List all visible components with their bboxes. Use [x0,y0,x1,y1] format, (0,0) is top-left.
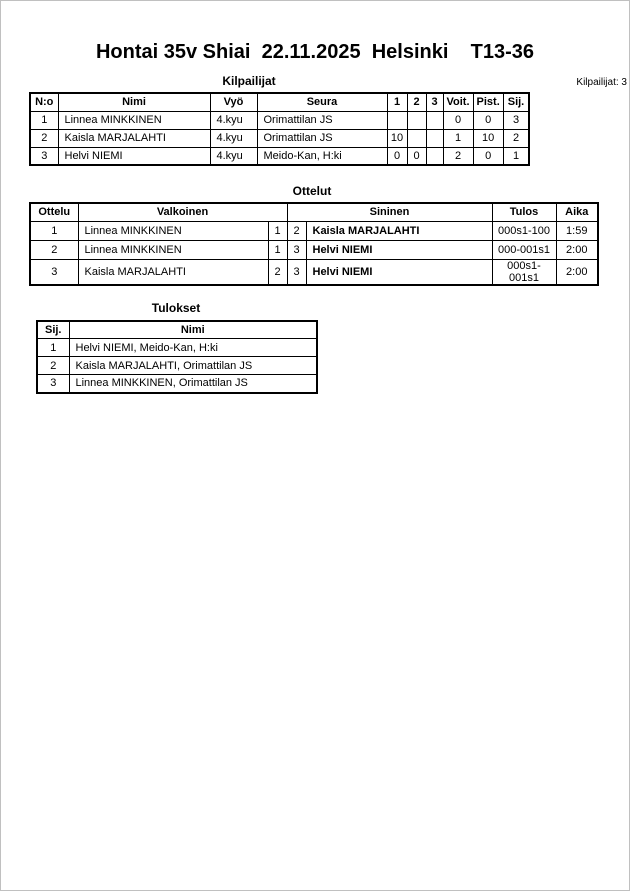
round-1-score [387,111,407,129]
col-header-1: 1 [387,93,407,111]
result-rank: 1 [37,339,69,357]
col-header-no: N:o [30,93,58,111]
table-row [37,375,317,393]
match-time: 2:00 [556,240,598,259]
competitor-belt: 4.kyu [210,147,257,165]
col-header-rank: Sij. [37,321,69,339]
table-row [30,111,529,129]
white-name: Linnea MINKKINEN [78,240,268,259]
match-result: 000s1-100 [492,221,556,240]
col-header-name: Nimi [69,321,317,339]
result-name: Kaisla MARJALAHTI, Orimattilan JS [69,357,317,375]
round-1-score: 0 [387,147,407,165]
competitors-header [30,93,529,111]
table-row [30,240,598,259]
competitor-wins: 2 [443,147,473,165]
final-results-header [37,321,317,339]
page-title: Hontai 35v Shiai 22.11.2025 Helsinki T13-36 [95,41,534,63]
competitors-table [29,92,530,166]
white-number: 2 [268,259,287,285]
competitor-no: 3 [30,147,58,165]
final-results-section-title: Tulokset [151,300,201,315]
competitors-header-row [29,74,629,89]
col-header-points: Pist. [473,93,503,111]
competitor-name: Linnea MINKKINEN [58,111,210,129]
table-row [30,259,598,285]
table-row [30,221,598,240]
round-2-score: 0 [407,147,426,165]
matches-section [29,184,629,286]
matches-section-title: Ottelut [292,184,332,198]
competitor-club: Orimattilan JS [257,111,387,129]
col-header-3: 3 [426,93,443,111]
competitor-wins: 1 [443,129,473,147]
result-rank: 2 [37,357,69,375]
competitor-no: 2 [30,129,58,147]
competitors-section-title: Kilpailijat [222,74,276,88]
competitor-place: 3 [503,111,529,129]
round-3-score [426,129,443,147]
col-header-place: Sij. [503,93,529,111]
competitor-points: 0 [473,111,503,129]
col-header-time: Aika [556,203,598,221]
competitor-points: 0 [473,147,503,165]
blue-name: Helvi NIEMI [306,259,492,285]
final-results-section [36,301,629,394]
competitor-count: Kilpailijat: 3 [576,77,627,88]
match-result: 000-001s1 [492,240,556,259]
matches-table [29,202,599,286]
result-rank: 3 [37,375,69,393]
competitor-belt: 4.kyu [210,111,257,129]
match-time: 2:00 [556,259,598,285]
blue-number: 2 [287,221,306,240]
match-no: 3 [30,259,78,285]
competitor-club: Orimattilan JS [257,129,387,147]
col-header-wins: Voit. [443,93,473,111]
col-header-match-no: Ottelu [30,203,78,221]
blue-name: Kaisla MARJALAHTI [306,221,492,240]
match-no: 2 [30,240,78,259]
competitor-place: 2 [503,129,529,147]
col-header-belt: Vyö [210,93,257,111]
white-number: 1 [268,221,287,240]
competitor-belt: 4.kyu [210,129,257,147]
competitor-name: Helvi NIEMI [58,147,210,165]
competitor-wins: 0 [443,111,473,129]
competitor-place: 1 [503,147,529,165]
round-3-score [426,111,443,129]
col-header-blue: Sininen [287,203,492,221]
competitors-section [29,74,629,166]
result-name: Helvi NIEMI, Meido-Kan, H:ki [69,339,317,357]
result-name: Linnea MINKKINEN, Orimattilan JS [69,375,317,393]
col-header-2: 2 [407,93,426,111]
matches-header [30,203,598,221]
blue-number: 3 [287,240,306,259]
match-no: 1 [30,221,78,240]
match-time: 1:59 [556,221,598,240]
competitor-name: Kaisla MARJALAHTI [58,129,210,147]
final-results-table [36,320,318,394]
match-result: 000s1-001s1 [492,259,556,285]
white-number: 1 [268,240,287,259]
blue-name: Helvi NIEMI [306,240,492,259]
white-name: Linnea MINKKINEN [78,221,268,240]
table-row [37,339,317,357]
col-header-result: Tulos [492,203,556,221]
round-2-score [407,111,426,129]
round-3-score [426,147,443,165]
table-row [37,357,317,375]
round-2-score [407,129,426,147]
col-header-name: Nimi [58,93,210,111]
round-1-score: 10 [387,129,407,147]
competitor-club: Meido-Kan, H:ki [257,147,387,165]
col-header-club: Seura [257,93,387,111]
competitor-points: 10 [473,129,503,147]
table-row [30,129,529,147]
competitor-no: 1 [30,111,58,129]
table-row [30,147,529,165]
blue-number: 3 [287,259,306,285]
col-header-white: Valkoinen [78,203,287,221]
white-name: Kaisla MARJALAHTI [78,259,268,285]
